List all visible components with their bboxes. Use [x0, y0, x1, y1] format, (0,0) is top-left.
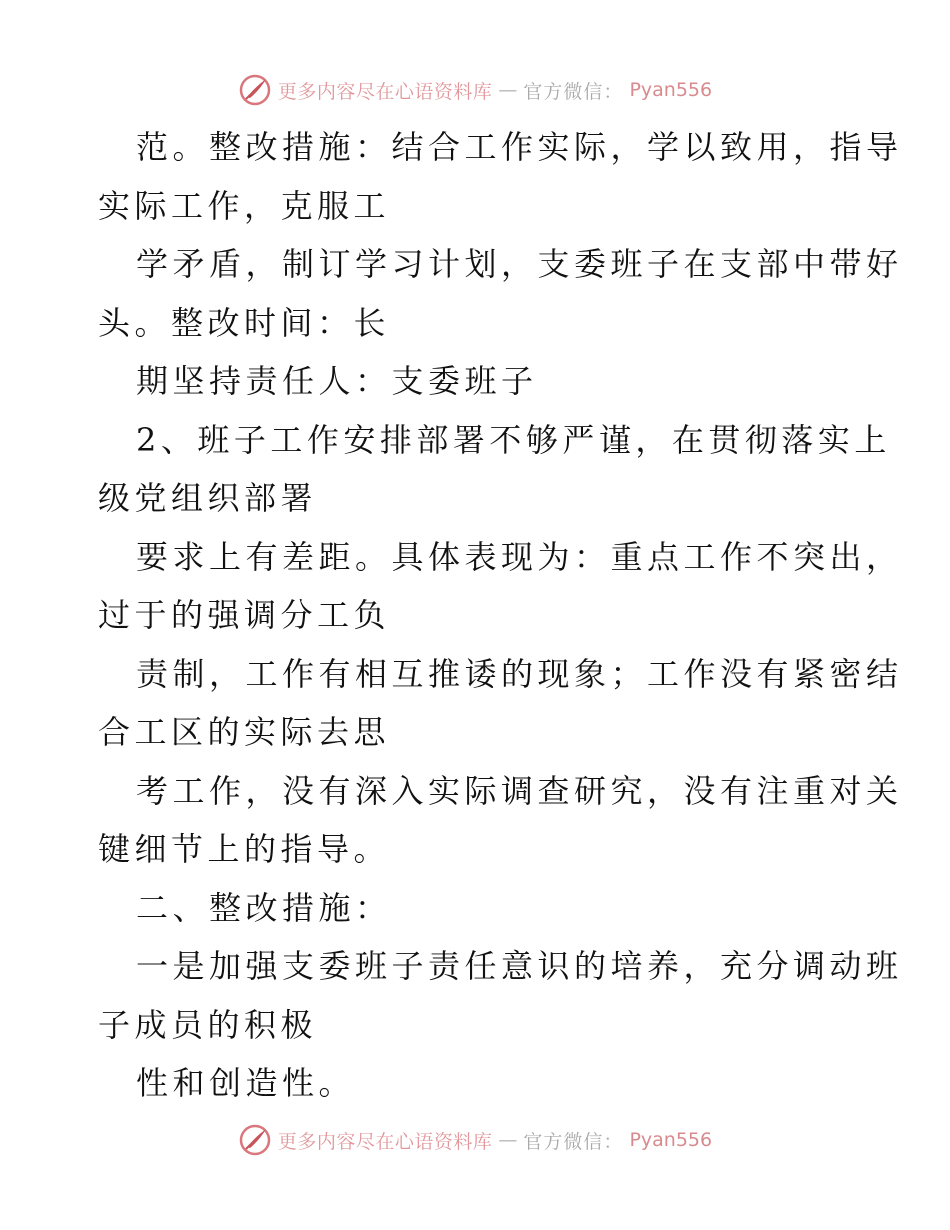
watermark-official-label: 官方微信：	[523, 80, 624, 103]
watermark-separator: —	[498, 1129, 518, 1151]
text-line: 级党组织部署	[98, 479, 318, 517]
footer-watermark	[0, 1120, 950, 1160]
text-line: 过于的强调分工负	[98, 596, 391, 634]
quill-logo-icon	[238, 1123, 272, 1157]
text-line: 性和创造性。	[136, 1064, 356, 1102]
watermark-wechat-id: Pyan556	[629, 79, 713, 101]
text-line: 头。整改时间：长	[98, 303, 391, 342]
text-line: 实际工作，克服工	[98, 186, 391, 225]
document-body	[98, 118, 903, 1113]
text-line: 二、整改措施：	[136, 888, 392, 927]
text-line: 键细节上的指导。	[98, 830, 391, 868]
text-line: 子成员的积极	[98, 1005, 318, 1044]
text-line: 要求上有差距。具体表现为：重点工作不突出，	[136, 537, 903, 576]
text-line: 合工区的实际去思	[98, 713, 391, 751]
watermark-title: 更多内容尽在心语资料库	[277, 1130, 493, 1153]
watermark-title: 更多内容尽在心语资料库	[277, 80, 493, 103]
text-line: 期坚持责任人：支委班子	[136, 362, 538, 400]
text-line: 学矛盾，制订学习计划，支委班子在支部中带好	[136, 245, 903, 283]
text-line: 责制，工作有相互推诿的现象；工作没有紧密结	[136, 654, 903, 693]
text-line: 2、班子工作安排部署不够严谨，在贯彻落实上	[136, 420, 891, 459]
header-watermark	[0, 70, 950, 110]
text-line: 一是加强支委班子责任意识的培养，充分调动班	[136, 947, 903, 985]
watermark-separator: —	[498, 79, 518, 101]
watermark-wechat-id: Pyan556	[629, 1129, 713, 1151]
text-line: 范。整改措施：结合工作实际，学以致用，指导	[136, 128, 903, 166]
watermark-official-label: 官方微信：	[523, 1130, 624, 1153]
text-line: 考工作，没有深入实际调查研究，没有注重对关	[136, 771, 903, 810]
quill-logo-icon	[238, 73, 272, 107]
